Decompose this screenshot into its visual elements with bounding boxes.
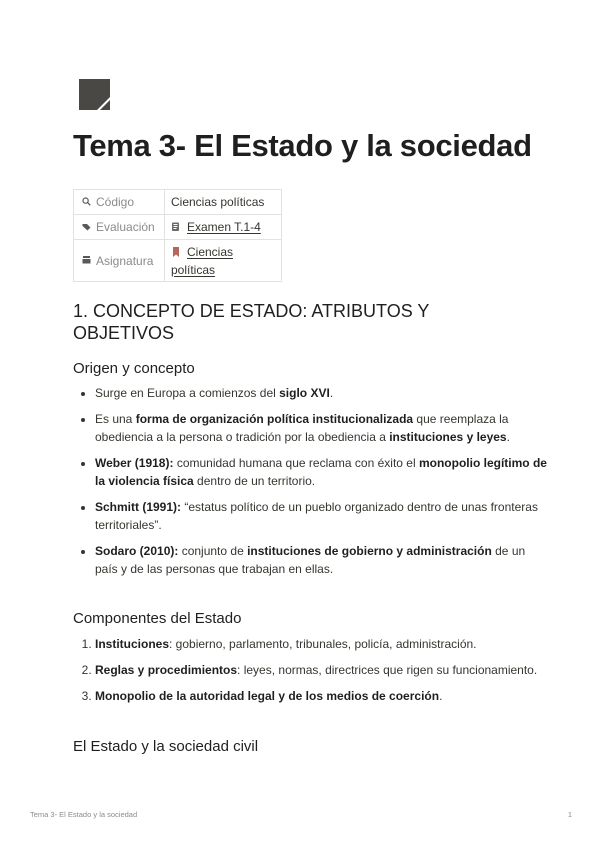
components-list (73, 635, 550, 713)
property-key: Asignatura (96, 253, 154, 268)
page-number: 1 (567, 810, 572, 819)
property-value[interactable]: Ciencias políticas (165, 190, 282, 215)
property-key: Evaluación (96, 220, 155, 234)
list-item: • Schmitt (1991): “estatus político de un pueblo organizado dentro de unas fronteras territoriales”. (95, 498, 550, 534)
tag-icon (80, 222, 92, 233)
list-item: • Surge en Europa a comienzos del siglo XVI. (95, 384, 550, 402)
list-item: • Weber (1918): comunidad humana que reclama con éxito el monopolio legítimo de la violencia física dentro de un territorio. (95, 454, 550, 490)
section-heading: 1. CONCEPTO DE ESTADO: ATRIBUTOS Y OBJETIVOS (73, 301, 430, 343)
page-title: Tema 3- El Estado y la sociedad (73, 128, 532, 163)
list-item: 1. Instituciones: gobierno, parlamento, tribunales, policía, administración. (95, 635, 550, 653)
subheading-origen: Origen y concepto (73, 360, 195, 377)
search-icon (80, 197, 92, 208)
origin-list (73, 384, 550, 586)
list-item: 2. Reglas y procedimientos: leyes, normas, directrices que rigen su funcionamiento. (95, 661, 550, 679)
asignatura-link[interactable]: Ciencias políticas (171, 244, 234, 277)
stack-icon (80, 255, 92, 266)
subheading-componentes: Componentes del Estado (73, 610, 242, 627)
footer-title: Tema 3- El Estado y la sociedad (30, 810, 138, 819)
list-item: • Sodaro (2010): conjunto de instituciones de gobierno y administración de un país y de las personas que trabajan en ellas. (95, 542, 550, 578)
properties-table (73, 189, 282, 282)
property-row-evaluacion (74, 215, 282, 240)
page-note-icon (79, 79, 110, 110)
property-row-asignatura (74, 240, 282, 282)
property-row-codigo (74, 190, 282, 215)
list-item: • Es una forma de organización política institucionalizada que reemplaza la obediencia a la persona o tradición por la obediencia a instituciones y leyes. (95, 410, 550, 446)
evaluacion-link[interactable]: Examen T.1-4 (187, 220, 261, 234)
property-key: Código (96, 195, 135, 209)
subheading-sociedad-civil: El Estado y la sociedad civil (73, 738, 259, 755)
notes-icon (171, 222, 181, 232)
bookmark-icon (171, 247, 181, 257)
list-item: 3. Monopolio de la autoridad legal y de los medios de coerción. (95, 687, 550, 705)
